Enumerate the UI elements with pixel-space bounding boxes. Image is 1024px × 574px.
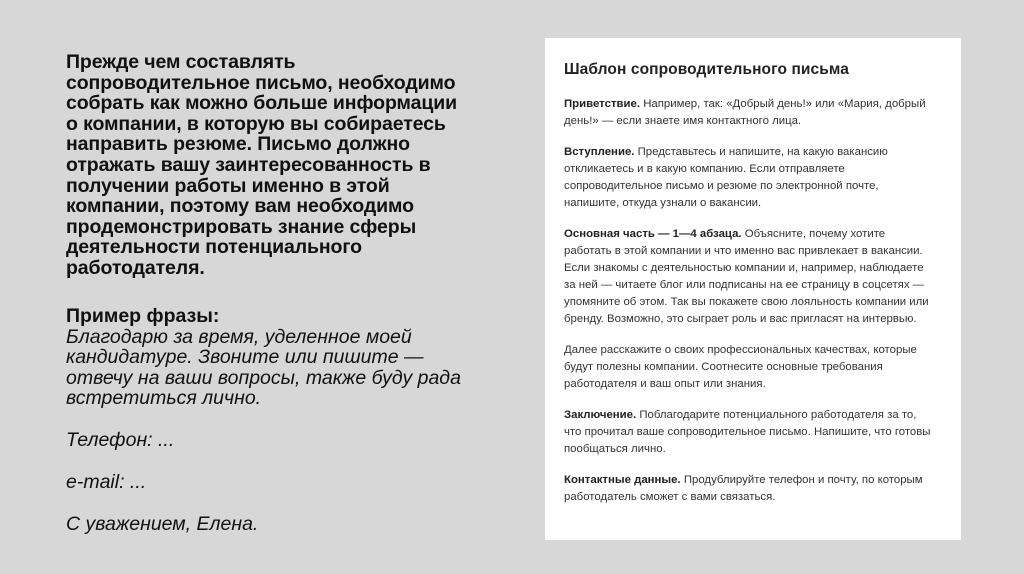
section-heading: Заключение. xyxy=(564,409,637,421)
template-title: Шаблон сопроводительного письма xyxy=(564,61,849,78)
example-line: встретиться лично. xyxy=(66,387,262,410)
section-line: работать в этой компании и что именно вас привлекает в вакансии. xyxy=(564,245,923,257)
intro-line: собрать как можно больше информации xyxy=(66,92,458,115)
section-line: бренду. Возможно, это сыграет роль и вас пригласят на интервью. xyxy=(564,313,917,325)
template-section-main xyxy=(564,226,943,328)
section-heading: Приветствие. xyxy=(564,98,641,110)
section-line: пообщаться лично. xyxy=(564,443,666,455)
intro-line: сопроводительное письмо, необходимо xyxy=(66,71,456,94)
phone-line: Телефон: ... xyxy=(66,428,175,451)
intro-line: деятельности потенциального xyxy=(66,236,362,259)
example-line: Благодарю за время, уделенное моей xyxy=(66,325,412,348)
section-line: сопроводительное письмо и резюме по электронной почте, xyxy=(564,180,879,192)
section-line: Далее расскажите о своих профессиональных качествах, которые xyxy=(564,344,917,356)
section-line: Объясните, почему хотите xyxy=(744,228,886,240)
template-section-greeting xyxy=(564,96,943,130)
signature-line: С уважением, Елена. xyxy=(66,512,259,535)
intro-paragraph xyxy=(66,52,536,279)
intro-line: направить резюме. Письмо должно xyxy=(66,133,410,156)
section-line: откликаетесь и в какую компанию. Если отправляете xyxy=(564,163,845,175)
section-line: Поблагодарите потенциального работодателя за то, xyxy=(639,409,917,421)
section-line: Представьтесь и напишите, на какую вакансию xyxy=(637,146,888,158)
template-section-qualities xyxy=(564,342,943,393)
template-card xyxy=(545,38,961,540)
section-line: что прочитал ваше сопроводительное письмо. Напишите, что готовы xyxy=(564,426,931,438)
template-section-conclusion xyxy=(564,407,943,458)
intro-line: продемонстрировать знание сферы xyxy=(66,215,417,238)
intro-line: отражать вашу заинтересованность в xyxy=(66,153,431,176)
section-line: работодателя и ваш опыт или знания. xyxy=(564,378,766,390)
section-line: день!» — если знаете имя контактного лица. xyxy=(564,115,802,127)
section-heading: Основная часть — 1—4 абзаца. xyxy=(564,228,742,240)
section-heading: Вступление. xyxy=(564,146,635,158)
section-line: Например, так: «Добрый день!» или «Мария, добрый xyxy=(643,98,926,110)
example-phrase xyxy=(66,327,536,409)
left-text-column xyxy=(66,52,536,535)
example-line: кандидатуре. Звоните или пишите — xyxy=(66,346,424,369)
section-line: напишите, откуда узнали о вакансии. xyxy=(564,197,762,209)
section-line: работодатель сможет с вами связаться. xyxy=(564,491,776,503)
section-line: упомяните об этом. Так вы покажете свою лояльность компании или xyxy=(564,296,929,308)
intro-line: о компании, в которую вы собираетесь xyxy=(66,112,446,135)
intro-line: работодателя. xyxy=(66,256,205,279)
intro-line: получении работы именно в этой xyxy=(66,174,390,197)
template-section-contacts xyxy=(564,472,943,506)
section-line: Продублируйте телефон и почту, по которым xyxy=(683,474,923,486)
example-line: отвечу на ваши вопросы, также буду рада xyxy=(66,366,461,389)
section-heading: Контактные данные. xyxy=(564,474,681,486)
intro-line: Прежде чем составлять xyxy=(66,51,296,73)
section-line: будут полезны компании. Соотнесите основные требования xyxy=(564,361,883,373)
section-line: за ней — читаете блог или подписаны на ее страницу в соцсетях — xyxy=(564,279,925,291)
section-line: Если знакомы с деятельностью компании и, например, наблюдаете xyxy=(564,262,924,274)
email-line: e-mail: ... xyxy=(66,470,147,493)
intro-line: компании, поэтому вам необходимо xyxy=(66,195,414,218)
template-section-intro xyxy=(564,144,943,212)
example-label: Пример фразы: xyxy=(66,304,220,327)
